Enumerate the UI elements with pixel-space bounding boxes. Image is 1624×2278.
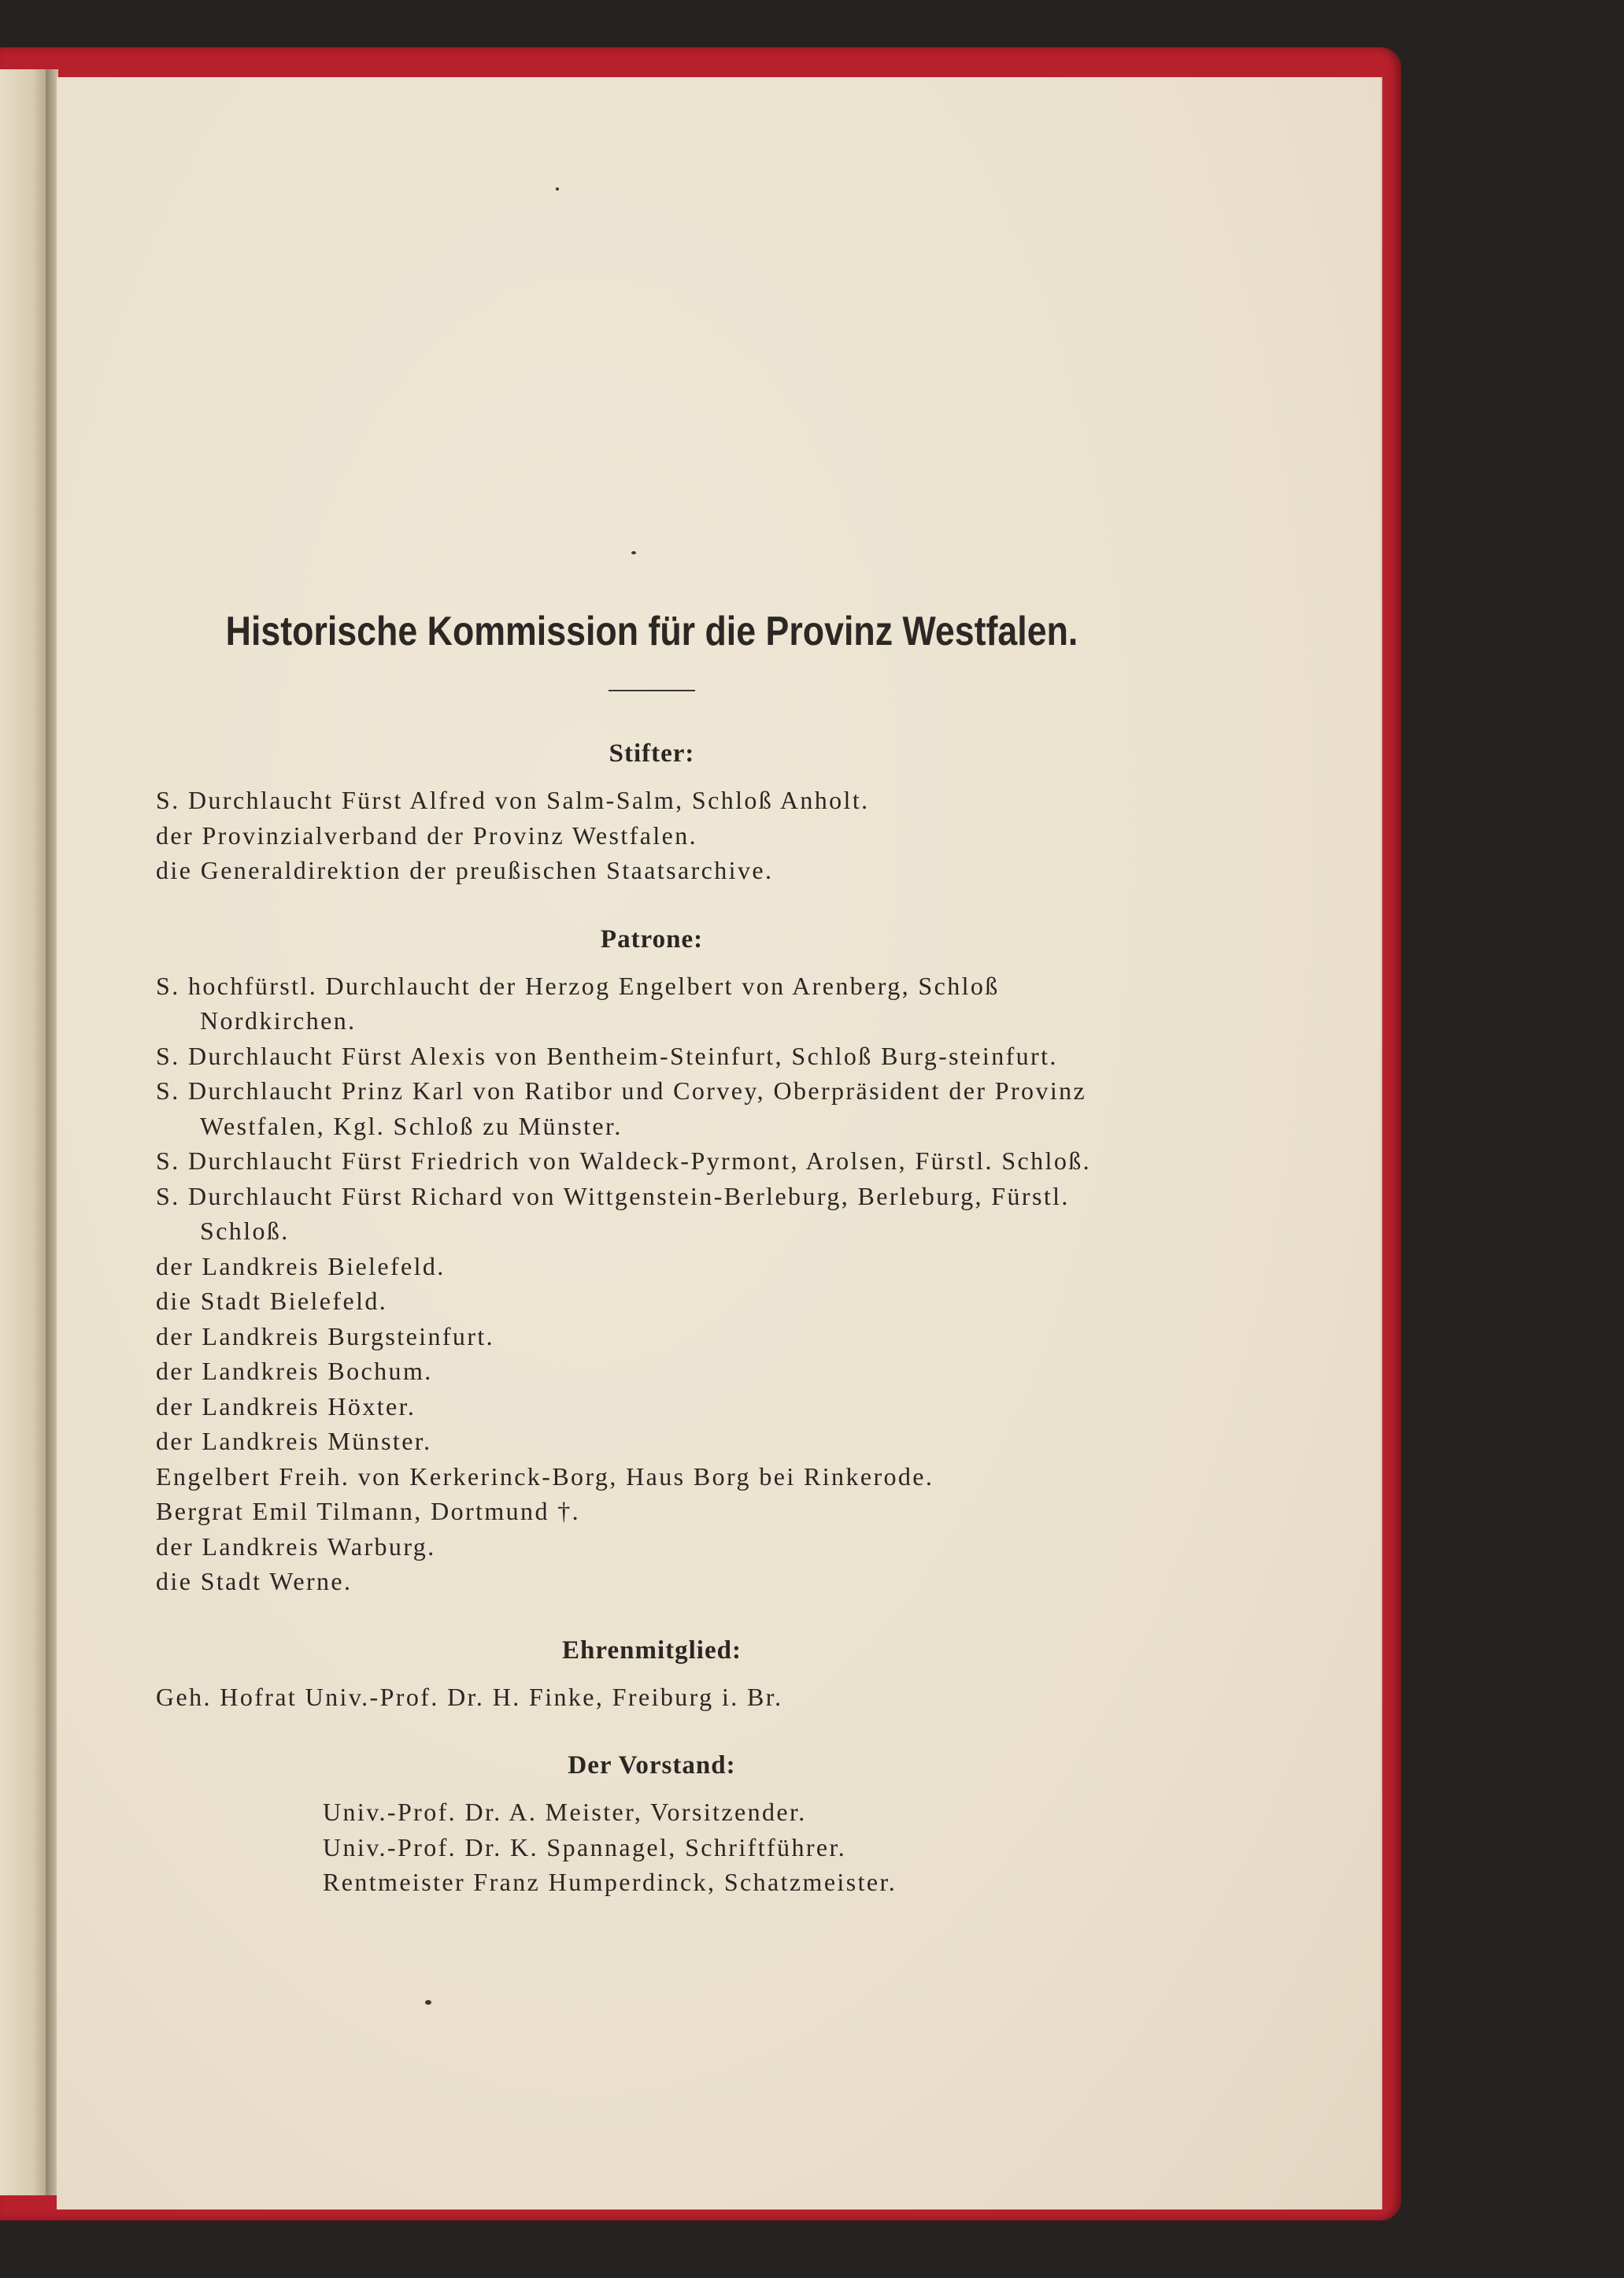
list-item: Engelbert Freih. von Kerkerinck-Borg, Haus Borg bei Rinkerode. [156, 1461, 934, 1491]
heading-stifter: Stifter: [609, 739, 695, 768]
section-vorstand [156, 1747, 1148, 1900]
page-title: Historische Kommission für die Provinz Westfalen. [225, 609, 1078, 654]
heading-patrone: Patrone: [600, 924, 704, 954]
page-content [156, 598, 1148, 1933]
list-item: der Landkreis Bielefeld. [156, 1251, 446, 1280]
section-ehrenmitglied [156, 1632, 1148, 1715]
list-item: S. Durchlaucht Fürst Richard von Wittgenstein-Berleburg, Berleburg, Fürstl. Schloß. [156, 1181, 1070, 1245]
list-item: die Stadt Bielefeld. [156, 1287, 388, 1315]
list-item: Univ.-Prof. Dr. K. Spannagel, Schriftführer. [323, 1832, 847, 1861]
list-item: Rentmeister Franz Humperdinck, Schatzmeister. [323, 1868, 897, 1896]
list-item: der Landkreis Höxter. [156, 1391, 416, 1421]
list-item: S. Durchlaucht Fürst Alexis von Bentheim-Steinfurt, Schloß Burg-steinfurt. [156, 1041, 1058, 1070]
paper-speck [425, 2000, 431, 2005]
list-item: Bergrat Emil Tilmann, Dortmund †. [156, 1497, 581, 1525]
list-item: S. Durchlaucht Fürst Friedrich von Waldeck-Pyrmont, Arolsen, Fürstl. Schloß. [156, 1146, 1092, 1175]
list-item: S. Durchlaucht Fürst Alfred von Salm-Salm, Schloß Anholt. [156, 786, 870, 814]
list-item: Geh. Hofrat Univ.-Prof. Dr. H. Finke, Freiburg i. Br. [156, 1682, 783, 1711]
list-item: S. hochfürstl. Durchlaucht der Herzog Engelbert von Arenberg, Schloß Nordkirchen. [156, 971, 1000, 1035]
list-item: der Provinzialverband der Provinz Westfalen. [156, 820, 698, 850]
list-item: S. Durchlaucht Prinz Karl von Ratibor und Corvey, Oberpräsident der Provinz Westfalen, Kgl. Schloß zu Münster. [156, 1076, 1087, 1140]
paper-speck [556, 187, 559, 191]
paper-speck [631, 551, 636, 554]
list-item: der Landkreis Warburg. [156, 1532, 436, 1561]
section-patrone [156, 921, 1148, 1599]
list-item: der Landkreis Burgsteinfurt. [156, 1321, 495, 1350]
heading-vorstand: Der Vorstand: [568, 1751, 736, 1780]
heading-ehrenmitglied: Ehrenmitglied: [562, 1635, 742, 1665]
left-page-edge [0, 69, 46, 2195]
list-item: die Stadt Werne. [156, 1567, 353, 1595]
list-item: der Landkreis Bochum. [156, 1357, 433, 1385]
list-item: die Generaldirektion der preußischen Staatsarchive. [156, 856, 774, 884]
list-item: der Landkreis Münster. [156, 1427, 432, 1455]
list-item: Univ.-Prof. Dr. A. Meister, Vorsitzender. [323, 1798, 807, 1826]
section-stifter [156, 735, 1148, 888]
title-rule [609, 690, 695, 691]
